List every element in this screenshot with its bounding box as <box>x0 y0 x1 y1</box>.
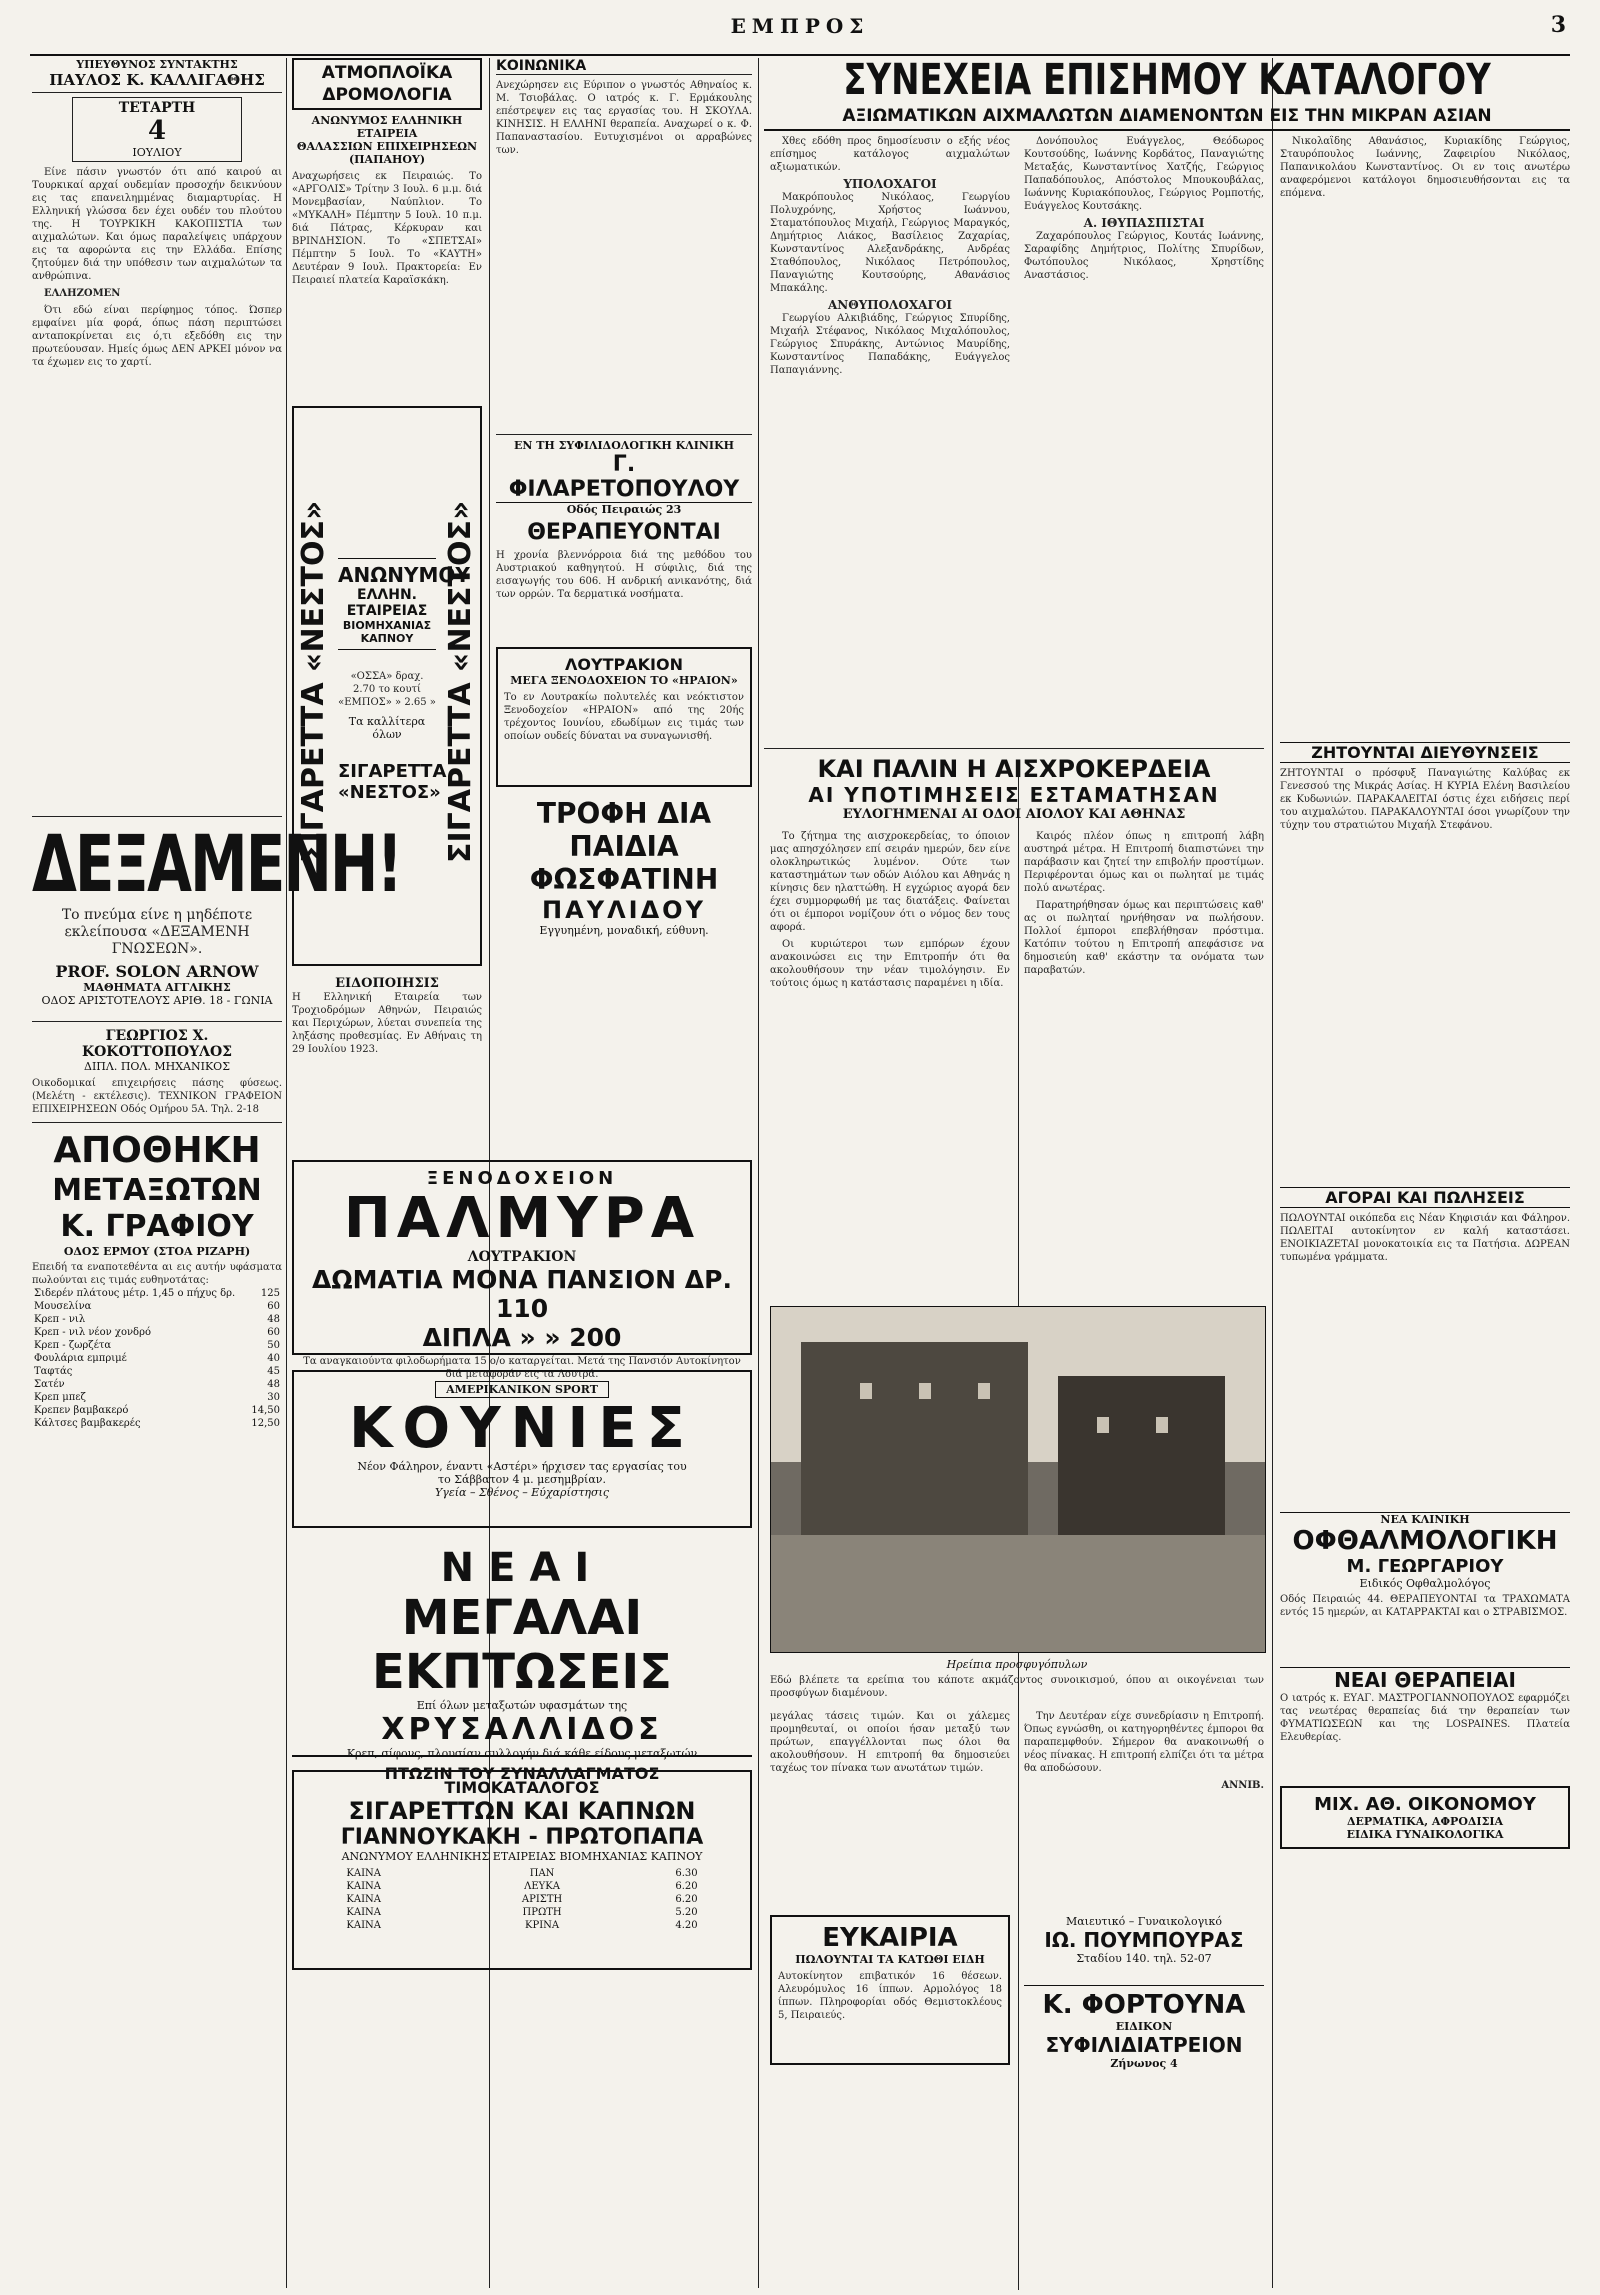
nestos-prices: «ΟΣΣΑ» δραχ. 2.70 το κουτί «ΕΜΠΟΣ» » 2.65 » <box>338 671 436 708</box>
wanted-addresses <box>1280 742 1570 1849</box>
shipping-text: Αναχωρήσεις εκ Πειραιώς. Το «ΑΡΓΟΛΙΣ» Τρίτην 3 Ιουλ. 6 μ.μ. διά Μονεμβασίαν, Ναύπλιον. Το «ΜΥΚΑΛΗ» Πέμπτην 5 Ιουλ. 10 π.μ. διά Πάτρας, Κέρκυραν και ΒΡΙΝΔΗΣΙΟΝ. Το «ΣΠΕΤΣΑΙ» Πέμπτην 5 Ιουλ. Το «ΚΑΥΤΗ» Δευτέραν 9 Ιουλ. Πρακτορεία: Εν Πειραιεί πλατεία Καραϊσκάκη. <box>292 171 482 286</box>
warehouse-price-row <box>32 1365 282 1378</box>
page-number: 3 <box>1550 12 1566 38</box>
price-list-price: 4.20 <box>675 1920 698 1931</box>
eukairia-sub: ΠΩΛΟΥΝΤΑΙ ΤΑ ΚΑΤΩΘΙ ΕΙΔΗ <box>795 1953 985 1966</box>
eye-clinic-text: Οδός Πειραιώς 44. ΘΕΡΑΠΕΥΟΝΤΑΙ τα ΤΡΑΧΩΜΑΤΑ εντός 15 ημερών, αι ΚΑΤΑΡΡΑΚΤΑΙ και ο ΣΤΡΑΒΙΣΜΟΣ. <box>1280 1594 1570 1618</box>
warehouse-owner: Κ. ΓΡΑΦΙΟΥ <box>60 1209 254 1244</box>
loutraki-heraion-ad <box>496 647 752 787</box>
price-list-name: ΚΑΙΝΑ <box>346 1894 382 1905</box>
main-headline <box>764 55 1570 131</box>
oikonomou-specialty: ΔΕΡΜΑΤΙΚΑ, ΑΦΡΟΔΙΣΙΑ <box>1346 1815 1504 1828</box>
warehouse-price: 60 <box>267 1301 280 1312</box>
list-continued: Δονόπουλος Ευάγγελος, Θεόδωρος Κουτσούδης, Ιωάννης Κορδάτος, Παναγιώτης Μεταξάς, Κωνσταντίνος Χατζής, Γεώργιος Παπαδόπουλος, Απόστολος Μπουκουβάλας, Ιωάννης Κυριακόπουλος, Γεώργιος Ρομποτής, Ευάγγελος Κουτσάκης. <box>1024 136 1264 212</box>
column-rule <box>1272 58 1273 2288</box>
column-rule <box>286 58 287 2288</box>
nestos-company-3: ΒΙΟΜΗΧΑΝΙΑΣ ΚΑΠΝΟΥ <box>338 619 436 650</box>
nestos-company-2: ΕΛΛΗΝ. ΕΤΑΙΡΕΙΑΣ <box>346 587 428 619</box>
new-therapies-ad <box>1280 1667 1570 1782</box>
kokottopoulos-ad <box>32 1028 282 1116</box>
palmyra-note: Τα αναγκαιούντα φιλοδωρήματα 15 ο/ο καταργείται. Μετά της Πανσιόν Αυτοκίνητον διά μεταφοράν εις τα Λουτρά. <box>303 1356 741 1380</box>
editorial-paragraph: Είνε πάσιν γνωστόν ότι από καιρού αι Τουρκικαί αρχαί ουδεμίαν προσοχήν δεικνύουν εις τας επανειλημμένας διαμαρτυρίας. Η Ελληνική γλώσσα δεν έχει ουδέν του πλούτου της. Η ΤΟΥΡΚΙΚΗ ΚΑΚΟΠΙΣΤΙΑ των αιχμαλώτων. Και όμως παραλείψεις υπάρχουν εις τα αφορώντα εις την Ελλάδα. Επίσης ζητούμεν διά την υπόθεσιν των αιχμαλώτων τα ανθρώπινα. <box>32 167 282 282</box>
warehouse-item: Κρεπ - ζωρζέτα <box>34 1340 112 1351</box>
sale-bottom: ΠΤΩΣΙΝ ΤΟΥ ΣΥΝΑΛΛΑΓΜΑΤΟΣ <box>384 1764 660 1783</box>
phosphatine-brand: ΠΑΥΛΙΔΟΥ <box>542 896 706 924</box>
article-paragraph-5: μεγάλας τάσεις τιμών. Και οι χάλεμες προμηθευταί, οι οποίοι ήσαν μεταξύ των πρώτων, επαγγέλλονται πως όλοι θα ακολουθήσουν. Η επιτροπή θα δημοσιεύει ταχέως τον πίνακα των ανωτάτων τιμών. <box>770 1711 1010 1774</box>
dexameni-text: Το πνεύμα είνε η μηδέποτε εκλείπουσα «ΔΕΞΑΜΕΝΗ ΓΝΩΣΕΩΝ». <box>61 907 253 957</box>
warehouse-price-row <box>32 1326 282 1339</box>
palmyra-name: ΠΑΛΜΥΡΑ <box>343 1186 701 1251</box>
warehouse-price-row <box>32 1417 282 1430</box>
price-list-name: ΚΑΙΝΑ <box>346 1868 382 1879</box>
list-lieutenants: Μακρόπουλος Νικόλαος, Γεωργίου Πολυχρόνης, Χρήστος Ιωάννου, Σταματόπουλος Μιχαήλ, Γεώργιος Μαραγκός, Δημήτριος Λιάκος, Βασίλειος Ζαχαρίας, Κωνσταντίνος Αλεξανδράκης, Ανδρέας Σταθόπουλος, Νικόλαος Πετρόπουλος, Παναγιώτης Κουτσούρης, Αθανάσιος Μπακάλης. <box>770 192 1010 294</box>
warehouse-price-row <box>32 1352 282 1365</box>
sale-line-2: Κρεπ, σίφονς, πλουσίαν συλλογήν διά κάθε είδους μεταξωτών <box>346 1747 698 1760</box>
price-list-row <box>344 1880 699 1893</box>
editor-label: ΥΠΕΥΘΥΝΟΣ ΣΥΝΤΑΚΤΗΣ <box>76 58 238 71</box>
sale-brand: ΧΡΥΣΑΛΛΙΔΟΣ <box>381 1712 663 1747</box>
article-col-b-end <box>1024 1710 1264 1900</box>
palmyra-double-price: ΔΙΠΛΑ » » 200 <box>422 1323 622 1352</box>
nestos-ad-center <box>338 558 470 803</box>
price-list-sub: ΑΝΩΝΥΜΟΥ ΕΛΛΗΝΙΚΗΣ ΕΤΑΙΡΕΙΑΣ ΒΙΟΜΗΧΑΝΙΑΣ ΚΑΠΝΟΥ <box>341 1850 703 1863</box>
sale-line-1: Επί όλων μεταξωτών υφασμάτων της <box>416 1699 628 1712</box>
shipping-company-2: ΘΑΛΑΣΣΙΩΝ ΕΠΙΧΕΙΡΗΣΕΩΝ (ΠΑΠΑΗΟΥ) <box>296 140 478 166</box>
price-list-name: ΚΑΙΝΑ <box>346 1920 382 1931</box>
social-news-title: ΚΟΙΝΩΝΙΚΑ <box>496 58 752 75</box>
price-list-title: ΣΙΓΑΡΕΤΤΩΝ ΚΑΙ ΚΑΠΝΩΝ <box>348 1797 696 1825</box>
clinic-text: Η χρονία βλεννόρροια διά της μεθόδου του Αυστριακού καθηγητού. Η σύφιλις, διά της εισαγωγής του 606. Η ανδρική ανικανότης, διά των ορρών. Τα δερματικά νοσήματα. <box>496 550 752 600</box>
eye-clinic-ad <box>1280 1512 1570 1663</box>
warehouse-price: 50 <box>267 1340 280 1351</box>
silk-warehouse-ad <box>32 1129 282 1430</box>
article-paragraph-3: Καιρός πλέον όπως η επιτροπή λάβη αυστηρά μέτρα. Η Επιτροπή διαπιστώνει την παράβασιν και ζητεί την επιβολήν προστίμων. Περιφέρονται όμως και οι πωληταί με τιμάς πολύ ανωτέρας. <box>1024 831 1264 894</box>
nestos-slogan: Τα καλλίτερα όλων <box>348 715 426 741</box>
engineer-title: ΔΙΠΛ. ΠΟΛ. ΜΗΧΑΝΙΚΟΣ <box>84 1060 230 1073</box>
dexameni-lessons: ΜΑΘΗΜΑΤΑ ΑΓΓΛΙΚΗΣ <box>83 981 231 994</box>
eukairia-text: Αυτοκίνητον επιβατικόν 16 θέσεων. Αλευρόμυλος 16 ίππων. Αρμολόγος 18 ίππων. Πληροφορίαι οδός Θεμιστοκλέους 5, Πειραιεύς. <box>778 1971 1002 2021</box>
warehouse-price-row <box>32 1300 282 1313</box>
warehouse-text: Επειδή τα εναποτεθέντα αι εις αυτήν υφάσματα πωλούνται εις τιμάς ευθηνοτάτας: <box>32 1262 282 1286</box>
price-list-name: ΚΑΙΝΑ <box>346 1881 382 1892</box>
price-list-row <box>344 1906 699 1919</box>
sale-title: ΜΕΓΑΛΑΙ ΕΚΠΤΩΣΕΙΣ <box>372 1590 672 1700</box>
dexameni-address: ΟΔΟΣ ΑΡΙΣΤΟΤΕΛΟΥΣ ΑΡΙΘ. 18 - ΓΩΝΙΑ <box>41 994 273 1007</box>
list-warrant-officers: Ζαχαρόπουλος Γεώργιος, Κουτάς Ιωάννης, Σαραφίδης Δημήτριος, Πολίτης Σπυρίδων, Φωτόπουλος Νικόλαος, Χρηστίδης Αναστάσιος. <box>1024 231 1264 281</box>
fortuna-title: ΣΥΦΙΛΙΔΙΑΤΡΕΙΟΝ <box>1045 2033 1243 2057</box>
newspaper-name: ΕΜΠΡΟΣ <box>730 14 870 38</box>
nestos-vertical-right: ΣΙΓΑΡΕΤΤΑ «ΝΕΣΤΟΣ» <box>443 500 478 864</box>
masthead <box>32 58 282 93</box>
warehouse-price: 45 <box>267 1366 280 1377</box>
editorial-text <box>32 166 282 686</box>
price-list-name: ΚΑΙΝΑ <box>346 1907 382 1918</box>
article-paragraph-6: Την Δευτέραν είχε συνεδρίασιν η Επιτροπή. Όπως εγνώσθη, οι κατηγορηθέντες έμποροι θα παραπεμφθούν. Σήμερον θα ανακοινωθή ο νέος πίνακας. Η επιτροπή ελπίζει ότι τα μέτρα θα αποδώσουν. <box>1024 1711 1264 1774</box>
warehouse-price-row <box>32 1404 282 1417</box>
notices-title: ΕΙΔΟΠΟΙΗΣΙΣ <box>335 976 439 991</box>
warehouse-price-row <box>32 1313 282 1326</box>
price-list-kind: ΑΡΙΣΤΗ <box>521 1894 563 1905</box>
nestos-big-1: ΣΙΓΑΡΕΤΤΑ <box>338 761 447 782</box>
warehouse-item: Κρεπ μπεζ <box>34 1392 86 1403</box>
warehouse-price-table <box>32 1287 282 1430</box>
wanted-text: ΖΗΤΟΥΝΤΑΙ ο πρόσφυξ Παναγιώτης Καλύβας εκ Γενεσσού της Μικράς Ασίας. Η ΚΥΡΙΑ Ελένη Βασιλείου εκ Κυδωνιών. ΠΑΡΑΚΑΛΕΙΤΑΙ όστις έχει ειδήσεις περί του αιχμαλώτου. ΠΑΡΑΚΑΛΟΥΝΤΑΙ όσοι γνωρίζουν την τύχην του στρατιώτου Μιχαήλ Στεφάνου. <box>1280 768 1570 831</box>
gynecology-address: Σταδίου 140. τηλ. 52-07 <box>1076 1952 1212 1965</box>
therapies-text: Ο ιατρός κ. ΕΥΑΓ. ΜΑΣΤΡΟΓΙΑΝΝΟΠΟΥΛΟΣ εφαρμόζει τας νεωτέρας θεραπείας διά την θεραπείαν των ΦΥΜΑΤΙΩΣΕΩΝ και της LOSPAINES. Πλατεία Ελευθερίας. <box>1280 1693 1570 1743</box>
column-rule <box>758 58 759 2288</box>
nestos-big-2: «ΝΕΣΤΟΣ» <box>338 782 441 803</box>
clinic-label: ΕΝ ΤΗ ΣΥΦΙΛΙΔΟΛΟΓΙΚΗ ΚΛΙΝΙΚΗ <box>513 439 735 452</box>
social-news-text: Ανεχώρησεν εις Εύριπον ο γνωστός Αθηναίος κ. Μ. Τσιοβάλας. Ο ιατρός κ. Γ. Ερμάκουλης επέστρεψεν εις τας εργασίας του. Η ΣΚΟΥΛΑ. ΚΙΝΗΣΙΣ. Η ΕΛΛΗΝΙ θεραπεία. Αναχωρεί ο κ. Φ. Παπαναστασίου. Ευτυχισμένοι οι αρραβώνες των. <box>496 80 752 156</box>
gynecology-label: Μαιευτικό – Γυναικολογικό <box>1065 1915 1222 1928</box>
warehouse-item: Κάλτσες βαμβακερές <box>34 1418 141 1429</box>
phosphatine-title: ΤΡΟΦΗ ΔΙΑ ΠΑΙΔΙΑ <box>536 797 712 863</box>
page-header <box>30 6 1570 56</box>
price-list-price: 6.20 <box>675 1894 698 1905</box>
prisoner-list-col-b <box>1024 135 1264 735</box>
therapies-title: ΝΕΑΙ ΘΕΡΑΠΕΙΑΙ <box>1334 1668 1516 1692</box>
nestos-cigarette-ad <box>292 406 482 966</box>
warehouse-price-row <box>32 1391 282 1404</box>
eye-clinic-doctor: Μ. ΓΕΩΡΓΑΡΙΟΥ <box>1346 1556 1504 1577</box>
month: ΙΟΥΛΙΟΥ <box>132 146 182 159</box>
palmyra-place: ΛΟΥΤΡΑΚΙΟΝ <box>467 1249 577 1265</box>
price-list-kind: ΠΑΝ <box>529 1868 555 1879</box>
prisoner-list-col-c <box>1280 135 1570 735</box>
loutraki-hotel: ΜΕΓΑ ΞΕΝΟΔΟΧΕΙΟΝ ΤΟ «ΗΡΑΙΟΝ» <box>510 674 738 687</box>
warehouse-price: 48 <box>267 1314 280 1325</box>
fortuna-ad <box>1024 1985 1264 2070</box>
sport-line-3: Υγεία – Σθένος – Εύχαρίστησις <box>435 1486 609 1499</box>
warehouse-price: 14,50 <box>251 1405 280 1416</box>
warehouse-address: ΟΔΟΣ ΕΡΜΟΥ (ΣΤΟΑ ΡΙΖΑΡΗ) <box>63 1245 251 1258</box>
phosphatine-name: ΦΩΣΦΑΤΙΝΗ <box>529 863 719 896</box>
eye-clinic-title: ΟΦΘΑΛΜΟΛΟΓΙΚΗ <box>1292 1526 1558 1556</box>
syphilis-clinic-ad <box>496 434 752 639</box>
warehouse-price-row <box>32 1339 282 1352</box>
prisoner-list-col-a <box>770 135 1010 735</box>
warehouse-price: 30 <box>267 1392 280 1403</box>
sport-line-1: Νέον Φάληρον, έναντι «Αστέρι» ήρχισεν τας εργασίας του <box>357 1460 687 1473</box>
price-list-label: ΤΙΜΟΚΑΤΑΛΟΓΟΣ <box>444 1778 600 1797</box>
list-sub-warrant-officers: Α. ΙΘΥΠΑΣΠΙΣΤΑΙ <box>1083 216 1205 230</box>
warehouse-item: Κρεπεν βαμβακερό <box>34 1405 129 1416</box>
article-subtitle-2: ΕΥΛΟΓΗΜΕΝΑΙ ΑΙ ΟΔΟΙ ΑΙΟΛΟΥ ΚΑΙ ΑΘΗΝΑΣ <box>842 807 1186 822</box>
buy-sell-text: ΠΩΛΟΥΝΤΑΙ οικόπεδα εις Νέαν Κηφισιάν και Φάληρον. ΠΩΛΕΙΤΑΙ αυτοκίνητον εν καλή καταστάσει. ΕΝΟΙΚΙΑΖΕΤΑΙ μονοκατοικία εις τα Πατήσια. ΔΩΡΕΑΝ τυπωμένα γράμματα. <box>1280 1213 1570 1263</box>
warehouse-title-2: ΜΕΤΑΞΩΤΩΝ <box>52 1173 262 1208</box>
editorial-paragraph-2: Ότι εδώ είναι περίφημος τόπος. Ώσπερ εμφαίνει μία φορά, όπως πάση περιπτώσει ανταποκρίνεται εις ό,τι εξεδόθη εις την πρωτεύουσαν. Ημείς όμως ΔΕΝ ΑΡΚΕΙ μόνον να τα έχωμεν εις το χαρτί. <box>32 305 282 368</box>
eukairia-title: ΕΥΚΑΙΡΙΑ <box>822 1923 958 1953</box>
palmyra-single-price: ΔΩΜΑΤΙΑ ΜΟΝΑ ΠΑΝΣΙΟΝ ΔΡ. 110 <box>312 1265 732 1323</box>
sport-label: ΑΜΕΡΙΚΑΝΙΚΟΝ SPORT <box>435 1381 609 1398</box>
warehouse-price-row <box>32 1287 282 1300</box>
eye-clinic-sub: Ειδικός Οφθαλμολόγος <box>1359 1577 1491 1590</box>
phosphatine-tag: Εγγυημένη, μοναδική, εύθυνη. <box>539 924 709 937</box>
eye-clinic-label: ΝΕΑ ΚΛΙΝΙΚΗ <box>1380 1513 1470 1526</box>
main-subtitle: ΑΞΙΩΜΑΤΙΚΩΝ ΑΙΧΜΑΛΩΤΩΝ ΔΙΑΜΕΝΟΝΤΩΝ ΕΙΣ ΤΗΝ ΜΙΚΡΑΝ ΑΣΙΑΝ <box>764 106 1570 131</box>
palmyra-label: ΞΕΝΟΔΟΧΕΙΟΝ <box>426 1168 618 1189</box>
phosphatine-ad <box>496 797 752 937</box>
price-list-kind: ΛΕΥΚΑ <box>524 1881 560 1892</box>
oikonomou-specialty-2: ΕΙΔΙΚΑ ΓΥΝΑΙΚΟΛΟΓΙΚΑ <box>1346 1828 1504 1841</box>
fortuna-name: Κ. ΦΟΡΤΟΥΝΑ <box>1042 1990 1246 2020</box>
sport-title: ΚΟΥΝΙΕΣ <box>349 1396 695 1461</box>
nestos-company-1: ΑΝΩΝΥΜΟΥ <box>338 558 436 587</box>
warehouse-item: Σιδερέν πλάτους μέτρ. 1,45 ο πήχυς δρ. <box>34 1288 236 1299</box>
list-sub-second-lieutenants: ΑΝΘΥΠΟΛΟΧΑΓΟΙ <box>827 298 953 312</box>
price-list-price: 6.30 <box>675 1868 698 1879</box>
price-list-price: 5.20 <box>675 1907 698 1918</box>
price-list-company: ΓΙΑΝΝΟΥΚΑΚΗ - ΠΡΩΤΟΠΑΠΑ <box>340 1825 704 1850</box>
date-box <box>72 97 242 162</box>
article-signature: ΑΝΝΙΒ. <box>1221 1780 1264 1791</box>
editorial-section-head: ΕΛΛΗΖΟΜΕΝ <box>44 288 121 299</box>
warehouse-item: Φουλάρια εμπριμέ <box>34 1353 127 1364</box>
warehouse-item: Μουσελίνα <box>34 1301 92 1312</box>
nestos-vertical-left: ΣΙΓΑΡΕΤΤΑ «ΝΕΣΤΟΣ» <box>296 500 331 864</box>
list-second-lieutenants: Γεωργίου Αλκιβιάδης, Γεώργιος Σπυρίδης, Μιχαήλ Στέφανος, Νικόλαος Μιχαλόπουλος, Γεώργιος Σπυράκης, Αντώνιος Μαυρίδης, Κωνσταντίνος Παπαδάκης, Ευάγγελος Παπαγιάννης. <box>770 313 1010 376</box>
dexameni-title: ΔΕΞΑΜΕΝΗ! <box>32 818 401 910</box>
main-title: ΣΥΝΕΧΕΙΑ ΕΠΙΣΗΜΟΥ ΚΑΤΑΛΟΓΟΥ <box>843 55 1491 105</box>
gynecology-ad <box>1024 1915 1264 1965</box>
article-title: ΚΑΙ ΠΑΛΙΝ Η ΑΙΣΧΡΟΚΕΡΔΕΙΑ <box>817 755 1211 783</box>
warehouse-title: ΑΠΟΘΗΚΗ <box>53 1130 261 1171</box>
article-col-a <box>770 830 1010 1295</box>
oikonomou-ad <box>1280 1786 1570 1849</box>
sale-label: ΝΕΑΙ <box>440 1545 604 1591</box>
list-col-c-text: Νικολαΐδης Αθανάσιος, Κυριακίδης Γεώργιος, Σταυρόπουλος Ιωάννης, Ζαφειρίου Νικόλαος, Παπανικολάου Κωνσταντίνος. Οι εν τοις ανωτέρω αναφερόμενοι κατάλογοι δημοσιευθήσονται εις τα επόμενα. <box>1280 136 1570 199</box>
warehouse-price: 48 <box>267 1379 280 1390</box>
warehouse-price: 125 <box>260 1288 280 1299</box>
warehouse-price: 40 <box>267 1353 280 1364</box>
tobacco-price-list-ad <box>292 1770 752 1970</box>
price-list-row <box>344 1893 699 1906</box>
shipping-company: ΑΝΩΝΥΜΟΣ ΕΛΛΗΝΙΚΗ ΕΤΑΙΡΕΙΑ <box>311 114 463 140</box>
price-list-price: 6.20 <box>675 1881 698 1892</box>
article-paragraph-4: Παρατηρήθησαν όμως και περιπτώσεις καθ' ας οι πωληταί ηρνήθησαν να πωλήσουν. Πολλοί έμποροι επεβλήθησαν πρόστιμα. Κατόπιν τούτου η Επιτροπή απεφάσισε να δημοσιεύη καθ' εκάστην τα ονόματα των παραβατών. <box>1024 900 1264 976</box>
weekday: ΤΕΤΑΡΤΗ <box>118 100 196 116</box>
gynecology-doctor: ΙΩ. ΠΟΥΜΠΟΥΡΑΣ <box>1044 1928 1244 1952</box>
sport-line-2: το Σάββατον 4 μ. μεσημβρίαν. <box>438 1473 606 1486</box>
photo-caption-text: Εδώ βλέπετε τα ερείπια του κάποτε ακμάζοντος συνοικισμού, όπου αι οικογένειαι των προσφύγων διαμένουν. <box>770 1675 1264 1699</box>
oikonomou-name: ΜΙΧ. ΑΘ. ΟΙΚΟΝΟΜΟΥ <box>1314 1794 1536 1815</box>
shipping-schedule-title: ΑΤΜΟΠΛΟΪΚΑ ΔΡΟΜΟΛΟΓΙΑ <box>292 58 482 110</box>
chrysallis-sale-ad <box>292 1545 752 1783</box>
price-list-kind: ΚΡΙΝΑ <box>525 1920 560 1931</box>
engineer-text: Οικοδομικαί επιχειρήσεις πάσης φύσεως. (Μελέτη - εκτέλεσις). ΤΕΧΝΙΚΟΝ ΓΡΑΦΕΙΟΝ ΕΠΙΧΕΙΡΗΣΕΩΝ Οδός Ομήρου 5Α. Τηλ. 2-18 <box>32 1078 282 1115</box>
wanted-title: ΖΗΤΟΥΝΤΑΙ ΔΙΕΥΘΥΝΣΕΙΣ <box>1280 742 1570 763</box>
article-paragraph-1: Το ζήτημα της αισχροκερδείας, το όποιον μας απησχόλησεν επί σειράν ημερών, δεν είνε ολοκληρωτικώς λυμένον. Ούτε των καταστημάτων των οδών Αιόλου και Αθηνάς η κίνησις δεν ηλαττώθη. Η εγχώριος αγορά δεν έχει συμμορφωθή με τας διατάξεις. Φαίνεται ότι οι έμποροι νομίζουν ότι ο νόμος δεν τους αφορά. <box>770 831 1010 933</box>
palmyra-hotel-ad <box>292 1160 752 1380</box>
price-list-kind: ΠΡΩΤΗ <box>522 1907 562 1918</box>
warehouse-price-row <box>32 1378 282 1391</box>
column-2 <box>292 58 482 1111</box>
eukairia-ad <box>770 1915 1010 2065</box>
article-subtitle: ΑΙ ΥΠΟΤΙΜΗΣΕΙΣ ΕΣΤΑΜΑΤΗΣΑΝ <box>808 783 1220 807</box>
warehouse-price: 12,50 <box>251 1418 280 1429</box>
price-list-row <box>344 1867 699 1880</box>
fortuna-sub: ΕΙΔΙΚΟΝ <box>1115 2020 1173 2033</box>
ruins-photo <box>770 1306 1266 1653</box>
article-paragraph-2: Οι κυριώτεροι των εμπόρων έχουν ανακοινώσει εις την Επιτροπήν ότι θα ακολουθήσουν την νέαν τιμολόγησιν. Εν τούτοις όμως η κατάστασις παραμένει η ιδία. <box>770 939 1010 989</box>
clinic-heading: ΘΕΡΑΠΕΥΟΝΤΑΙ <box>527 520 721 545</box>
photo-caption: Ηρείπια προσφυγόπυλων <box>946 1658 1088 1671</box>
warehouse-item: Ταφτάς <box>34 1366 73 1377</box>
column-3 <box>496 58 752 937</box>
swings-sport-ad <box>292 1370 752 1528</box>
warehouse-item: Κρεπ - νιλ νέον χονδρό <box>34 1327 151 1338</box>
dexameni-professor: PROF. SOLON ARNOW <box>55 962 259 981</box>
day-number: 4 <box>147 116 167 146</box>
clinic-address: Οδός Πειραιώς 23 <box>566 503 682 516</box>
article-col-b <box>1024 830 1264 1295</box>
fortuna-address: Ζήνωνος 4 <box>1110 2057 1178 2070</box>
price-list-table <box>344 1867 699 1932</box>
editor-name: ΠΑΥΛΟΣ Κ. ΚΑΛΛΙΓΑΘΗΣ <box>49 71 265 89</box>
warehouse-price: 60 <box>267 1327 280 1338</box>
engineer-name: ΓΕΩΡΓΙΟΣ Χ. ΚΟΚΟΤΤΟΠΟΥΛΟΣ <box>81 1028 233 1060</box>
loutraki-title: ΛΟΥΤΡΑΚΙΟΝ <box>565 655 683 674</box>
list-sub-lieutenants: ΥΠΟΛΟΧΑΓΟΙ <box>843 177 937 191</box>
buy-sell-title: ΑΓΟΡΑΙ ΚΑΙ ΠΩΛΗΣΕΙΣ <box>1280 1187 1570 1208</box>
warehouse-item: Κρεπ - νιλ <box>34 1314 86 1325</box>
clinic-doctor: Γ. ΦΙΛΑΡΕΤΟΠΟΥΛΟΥ <box>496 452 752 503</box>
loutraki-text: Το εν Λουτρακίω πολυτελές και νεόκτιστον Ξενοδοχείον «ΗΡΑΙΟΝ» από της 20ής τρέχοντος Ιουνίου, εδωδίμων εις τιμάς των οποίων ουδείς δύναται να συναγωνισθή. <box>504 692 744 742</box>
price-list-row <box>344 1919 699 1932</box>
list-intro: Χθες εδόθη προς δημοσίευσιν ο εξής νέος επίσημος κατάλογος αιχμαλώτων αξιωματικών. <box>770 136 1010 173</box>
notices-text: Η Ελληνική Εταιρεία των Τροχιοδρόμων Αθηνών, Πειραιώς και Περιχώρων, λύεται συνεπεία της ληξάσης προθεσμίας. Εν Αθήναις τη 29 Ιουλίου 1923. <box>292 992 482 1055</box>
article-head <box>764 742 1264 822</box>
warehouse-item: Σατέν <box>34 1379 65 1390</box>
